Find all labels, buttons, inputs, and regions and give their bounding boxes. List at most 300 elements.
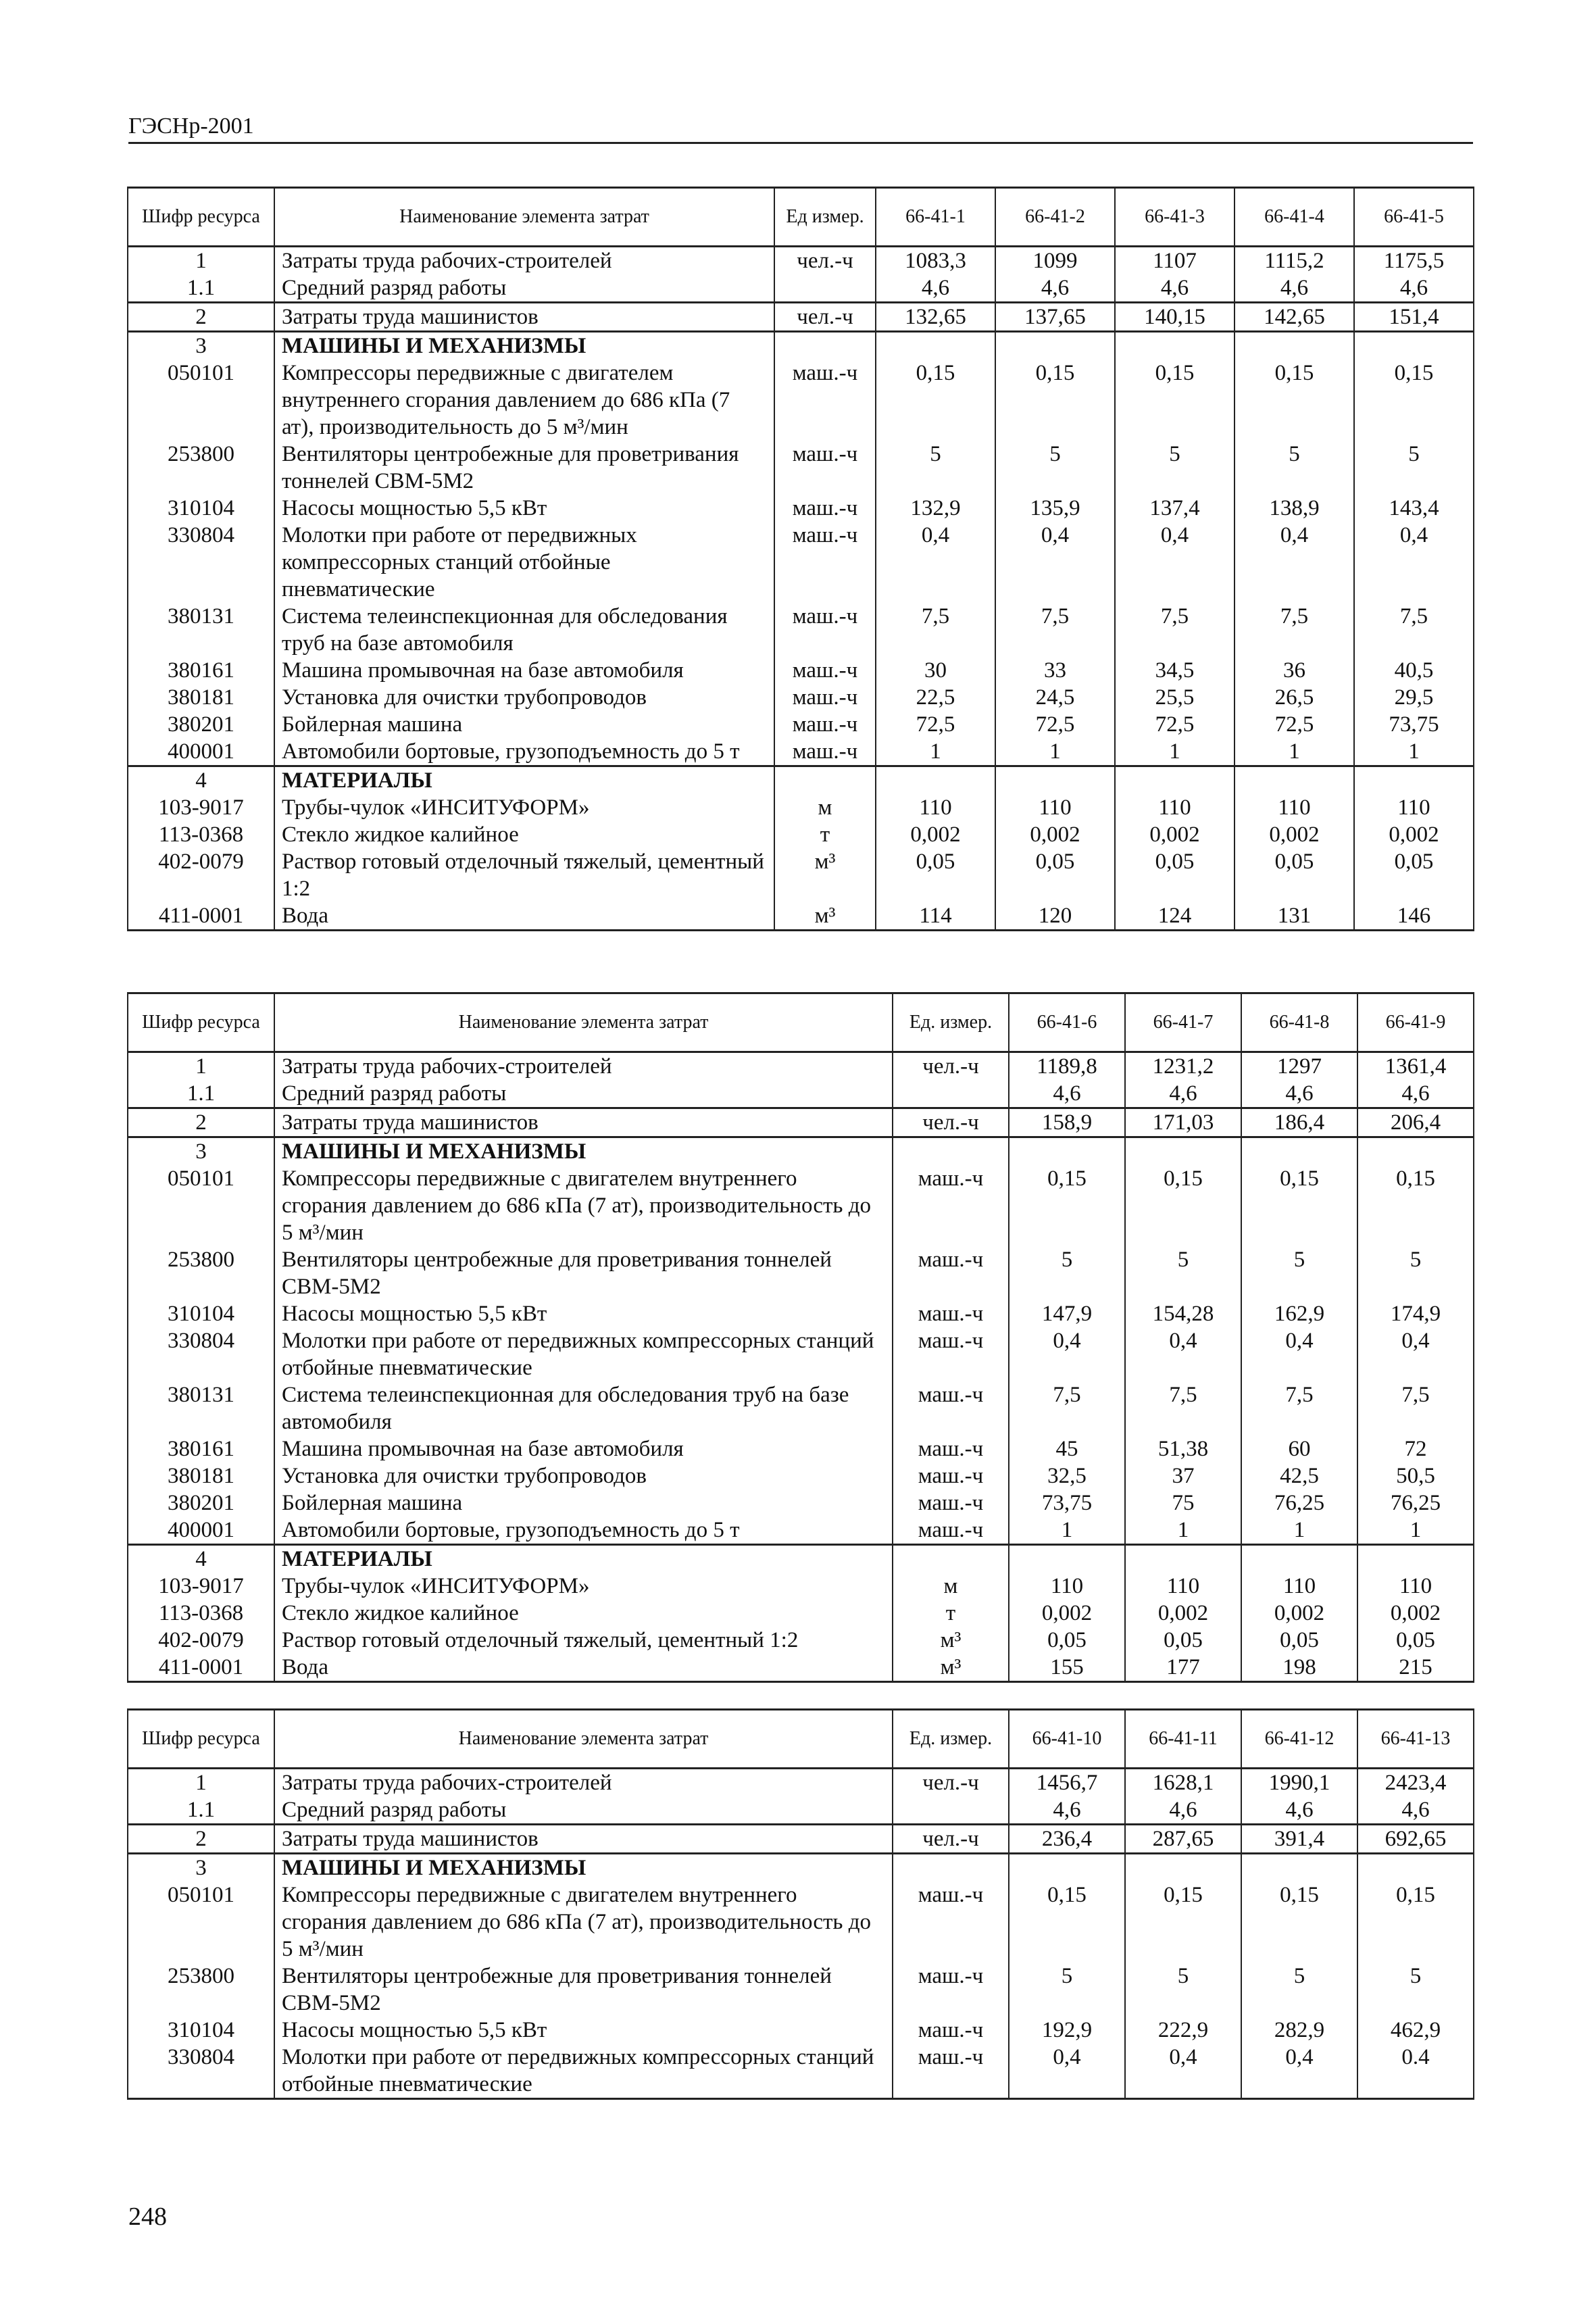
unit-cell: маш.-ч bbox=[774, 360, 876, 441]
value-cell: 1115,2 bbox=[1235, 247, 1354, 275]
value-cell: 0,002 bbox=[1115, 821, 1235, 848]
value-cell: 75 bbox=[1125, 1490, 1241, 1517]
resource-code: 380131 bbox=[128, 603, 274, 657]
resource-code: 402-0079 bbox=[128, 1627, 274, 1654]
table-row bbox=[128, 522, 1474, 603]
value-cell: 0,002 bbox=[1235, 821, 1354, 848]
value-cell: 5 bbox=[1009, 1963, 1125, 2017]
unit-cell: маш.-ч bbox=[774, 657, 876, 684]
table-row bbox=[128, 711, 1474, 738]
unit-cell bbox=[893, 1137, 1009, 1166]
value-cell: 147,9 bbox=[1009, 1300, 1125, 1327]
table-row bbox=[128, 1881, 1474, 1963]
table-row bbox=[128, 1545, 1474, 1573]
value-cell: 0,4 bbox=[1125, 2044, 1241, 2099]
value-cell: 5 bbox=[1235, 441, 1354, 495]
value-cell: 0,15 bbox=[1125, 1881, 1241, 1963]
column-header: 66-41-1 bbox=[876, 188, 995, 247]
unit-cell bbox=[774, 274, 876, 303]
table-row bbox=[128, 495, 1474, 522]
table-row bbox=[128, 441, 1474, 495]
cost-element-name: МАТЕРИАЛЫ bbox=[274, 766, 774, 795]
value-cell bbox=[1235, 766, 1354, 795]
cost-element-name: Вентиляторы центробежные для проветривания тоннелей СВМ-5М2 bbox=[274, 1246, 893, 1300]
value-cell: 110 bbox=[1357, 1573, 1474, 1600]
unit-cell: м³ bbox=[774, 902, 876, 931]
cost-element-name: Насосы мощностью 5,5 кВт bbox=[274, 1300, 893, 1327]
value-cell: 0,002 bbox=[1241, 1600, 1357, 1627]
resource-code: 103-9017 bbox=[128, 1573, 274, 1600]
value-cell: 32,5 bbox=[1009, 1462, 1125, 1490]
value-cell: 24,5 bbox=[995, 684, 1115, 711]
value-cell bbox=[1357, 1854, 1474, 1882]
value-cell: 1297 bbox=[1241, 1052, 1357, 1081]
cost-element-name: Компрессоры передвижные с двигателем внутреннего сгорания давлением до 686 кПа (7 ат), производительность до 5 м³/мин bbox=[274, 1165, 893, 1246]
value-cell: 120 bbox=[995, 902, 1115, 931]
value-cell: 110 bbox=[1241, 1573, 1357, 1600]
value-cell bbox=[1354, 332, 1474, 360]
value-cell: 72 bbox=[1357, 1435, 1474, 1462]
value-cell: 222,9 bbox=[1125, 2017, 1241, 2044]
value-cell: 1 bbox=[1115, 738, 1235, 766]
value-cell: 135,9 bbox=[995, 495, 1115, 522]
column-header: 66-41-3 bbox=[1115, 188, 1235, 247]
name-header: Наименование элемента затрат bbox=[274, 993, 893, 1052]
resource-code: 050101 bbox=[128, 1881, 274, 1963]
cost-element-name: МАШИНЫ И МЕХАНИЗМЫ bbox=[274, 1854, 893, 1882]
table-row bbox=[128, 738, 1474, 766]
value-cell: 0,4 bbox=[1009, 1327, 1125, 1381]
table-row bbox=[128, 360, 1474, 441]
unit-cell: т bbox=[893, 1600, 1009, 1627]
unit-header: Ед. измер. bbox=[893, 993, 1009, 1052]
resource-code: 3 bbox=[128, 1854, 274, 1882]
value-cell: 154,28 bbox=[1125, 1300, 1241, 1327]
table-row bbox=[128, 1796, 1474, 1825]
value-cell: 7,5 bbox=[1357, 1381, 1474, 1435]
table-row bbox=[128, 902, 1474, 931]
value-cell: 137,65 bbox=[995, 303, 1115, 332]
cost-element-name: Раствор готовый отделочный тяжелый, цементный 1:2 bbox=[274, 1627, 893, 1654]
unit-cell: маш.-ч bbox=[893, 1435, 1009, 1462]
table-row bbox=[128, 766, 1474, 795]
resource-code: 1.1 bbox=[128, 1796, 274, 1825]
value-cell: 0,05 bbox=[1357, 1627, 1474, 1654]
value-cell: 110 bbox=[1125, 1573, 1241, 1600]
cost-element-name: Молотки при работе от передвижных компрессорных станций отбойные пневматические bbox=[274, 2044, 893, 2099]
value-cell bbox=[1241, 1854, 1357, 1882]
unit-cell: чел.-ч bbox=[774, 303, 876, 332]
value-cell: 192,9 bbox=[1009, 2017, 1125, 2044]
resource-code: 2 bbox=[128, 1825, 274, 1854]
code-header: Шифр ресурса bbox=[128, 188, 274, 247]
value-cell: 132,9 bbox=[876, 495, 995, 522]
value-cell: 29,5 bbox=[1354, 684, 1474, 711]
resource-code: 310104 bbox=[128, 1300, 274, 1327]
cost-element-name: Система телеинспекционная для обследования труб на базе автомобиля bbox=[274, 1381, 893, 1435]
cost-element-name: Затраты труда рабочих-строителей bbox=[274, 1769, 893, 1797]
value-cell bbox=[995, 332, 1115, 360]
table-row bbox=[128, 657, 1474, 684]
cost-element-name: Затраты труда машинистов bbox=[274, 1825, 893, 1854]
unit-cell: чел.-ч bbox=[774, 247, 876, 275]
resource-code: 380161 bbox=[128, 657, 274, 684]
document-header bbox=[128, 114, 1473, 144]
resource-code: 050101 bbox=[128, 360, 274, 441]
value-cell bbox=[1115, 766, 1235, 795]
table-row bbox=[128, 332, 1474, 360]
value-cell: 171,03 bbox=[1125, 1108, 1241, 1137]
document-title: ГЭСНр-2001 bbox=[128, 114, 254, 139]
resource-code: 253800 bbox=[128, 1246, 274, 1300]
value-cell: 143,4 bbox=[1354, 495, 1474, 522]
value-cell: 7,5 bbox=[1009, 1381, 1125, 1435]
value-cell: 131 bbox=[1235, 902, 1354, 931]
resource-code: 411-0001 bbox=[128, 902, 274, 931]
value-cell bbox=[1009, 1854, 1125, 1882]
value-cell: 0,15 bbox=[1009, 1165, 1125, 1246]
cost-element-name: Затраты труда рабочих-строителей bbox=[274, 247, 774, 275]
resource-code: 3 bbox=[128, 332, 274, 360]
value-cell: 0,05 bbox=[1125, 1627, 1241, 1654]
cost-element-name: Стекло жидкое калийное bbox=[274, 821, 774, 848]
value-cell: 0,15 bbox=[1357, 1165, 1474, 1246]
value-cell bbox=[876, 766, 995, 795]
resource-code: 4 bbox=[128, 766, 274, 795]
value-cell: 42,5 bbox=[1241, 1462, 1357, 1490]
value-cell: 5 bbox=[995, 441, 1115, 495]
value-cell: 0,15 bbox=[1354, 360, 1474, 441]
cost-element-name: Машина промывочная на базе автомобиля bbox=[274, 1435, 893, 1462]
value-cell: 215 bbox=[1357, 1654, 1474, 1682]
value-cell: 110 bbox=[1235, 794, 1354, 821]
name-header: Наименование элемента затрат bbox=[274, 1710, 893, 1769]
value-cell: 1456,7 bbox=[1009, 1769, 1125, 1797]
value-cell: 0,15 bbox=[1241, 1881, 1357, 1963]
value-cell: 7,5 bbox=[995, 603, 1115, 657]
table-row bbox=[128, 684, 1474, 711]
value-cell: 0,05 bbox=[1009, 1627, 1125, 1654]
value-cell: 0,05 bbox=[1235, 848, 1354, 902]
value-cell: 0,002 bbox=[876, 821, 995, 848]
value-cell: 124 bbox=[1115, 902, 1235, 931]
value-cell: 0,05 bbox=[995, 848, 1115, 902]
unit-cell: м³ bbox=[774, 848, 876, 902]
value-cell: 5 bbox=[1354, 441, 1474, 495]
value-cell: 140,15 bbox=[1115, 303, 1235, 332]
value-cell: 462,9 bbox=[1357, 2017, 1474, 2044]
value-cell: 51,38 bbox=[1125, 1435, 1241, 1462]
norms-table-1 bbox=[127, 187, 1474, 931]
resource-code: 1 bbox=[128, 1052, 274, 1081]
value-cell: 37 bbox=[1125, 1462, 1241, 1490]
resource-code: 1 bbox=[128, 1769, 274, 1797]
resource-code: 330804 bbox=[128, 1327, 274, 1381]
unit-cell: маш.-ч bbox=[893, 1490, 1009, 1517]
table-row bbox=[128, 1825, 1474, 1854]
value-cell: 0,15 bbox=[1115, 360, 1235, 441]
cost-element-name: Система телеинспекционная для обследования труб на базе автомобиля bbox=[274, 603, 774, 657]
value-cell: 34,5 bbox=[1115, 657, 1235, 684]
value-cell: 0,05 bbox=[1354, 848, 1474, 902]
value-cell bbox=[1115, 332, 1235, 360]
value-cell: 110 bbox=[876, 794, 995, 821]
value-cell: 0,4 bbox=[1354, 522, 1474, 603]
cost-element-name: Молотки при работе от передвижных компрессорных станций отбойные пневматические bbox=[274, 1327, 893, 1381]
table-header-row bbox=[128, 993, 1474, 1052]
table-row bbox=[128, 1600, 1474, 1627]
column-header: 66-41-7 bbox=[1125, 993, 1241, 1052]
value-cell: 114 bbox=[876, 902, 995, 931]
value-cell: 76,25 bbox=[1241, 1490, 1357, 1517]
cost-element-name: Компрессоры передвижные с двигателем внутреннего сгорания давлением до 686 кПа (7 ат), производительность до 5 м³/мин bbox=[274, 1881, 893, 1963]
resource-code: 253800 bbox=[128, 1963, 274, 2017]
column-header: 66-41-9 bbox=[1357, 993, 1474, 1052]
table-row bbox=[128, 1462, 1474, 1490]
table-row bbox=[128, 247, 1474, 275]
value-cell: 0,15 bbox=[1125, 1165, 1241, 1246]
resource-code: 380181 bbox=[128, 684, 274, 711]
value-cell bbox=[1241, 1137, 1357, 1166]
value-cell bbox=[1241, 1545, 1357, 1573]
unit-cell: маш.-ч bbox=[893, 1246, 1009, 1300]
unit-cell: чел.-ч bbox=[893, 1825, 1009, 1854]
value-cell: 4,6 bbox=[1125, 1080, 1241, 1108]
value-cell: 162,9 bbox=[1241, 1300, 1357, 1327]
unit-cell bbox=[893, 1796, 1009, 1825]
value-cell: 0,4 bbox=[1241, 2044, 1357, 2099]
value-cell: 5 bbox=[1241, 1963, 1357, 2017]
cost-element-name: Установка для очистки трубопроводов bbox=[274, 684, 774, 711]
value-cell bbox=[1125, 1137, 1241, 1166]
value-cell: 45 bbox=[1009, 1435, 1125, 1462]
cost-element-name: МАТЕРИАЛЫ bbox=[274, 1545, 893, 1573]
value-cell: 0,15 bbox=[1009, 1881, 1125, 1963]
table-row bbox=[128, 1627, 1474, 1654]
resource-code: 310104 bbox=[128, 495, 274, 522]
value-cell: 7,5 bbox=[1115, 603, 1235, 657]
cost-element-name: Компрессоры передвижные с двигателем внутреннего сгорания давлением до 686 кПа (7 ат), производительность до 5 м³/мин bbox=[274, 360, 774, 441]
unit-header: Ед. измер. bbox=[893, 1710, 1009, 1769]
resource-code: 4 bbox=[128, 1545, 274, 1573]
value-cell: 137,4 bbox=[1115, 495, 1235, 522]
value-cell: 33 bbox=[995, 657, 1115, 684]
value-cell bbox=[995, 766, 1115, 795]
table-row bbox=[128, 1300, 1474, 1327]
value-cell: 1099 bbox=[995, 247, 1115, 275]
name-header: Наименование элемента затрат bbox=[274, 188, 774, 247]
unit-cell: маш.-ч bbox=[893, 1462, 1009, 1490]
value-cell: 5 bbox=[1125, 1246, 1241, 1300]
value-cell: 0,15 bbox=[876, 360, 995, 441]
value-cell: 0,4 bbox=[1235, 522, 1354, 603]
unit-cell: чел.-ч bbox=[893, 1052, 1009, 1081]
value-cell: 5 bbox=[1115, 441, 1235, 495]
value-cell: 5 bbox=[876, 441, 995, 495]
value-cell: 72,5 bbox=[1115, 711, 1235, 738]
value-cell: 198 bbox=[1241, 1654, 1357, 1682]
value-cell bbox=[876, 332, 995, 360]
unit-cell bbox=[774, 766, 876, 795]
value-cell: 72,5 bbox=[1235, 711, 1354, 738]
value-cell: 0,002 bbox=[1354, 821, 1474, 848]
value-cell bbox=[1357, 1545, 1474, 1573]
value-cell: 72,5 bbox=[995, 711, 1115, 738]
value-cell bbox=[1009, 1137, 1125, 1166]
value-cell: 174,9 bbox=[1357, 1300, 1474, 1327]
table-row bbox=[128, 274, 1474, 303]
table-row bbox=[128, 1963, 1474, 2017]
value-cell: 2423,4 bbox=[1357, 1769, 1474, 1797]
unit-cell: маш.-ч bbox=[893, 2017, 1009, 2044]
resource-code: 402-0079 bbox=[128, 848, 274, 902]
value-cell: 4,6 bbox=[1357, 1080, 1474, 1108]
resource-code: 380131 bbox=[128, 1381, 274, 1435]
value-cell: 5 bbox=[1357, 1963, 1474, 2017]
value-cell: 0,05 bbox=[876, 848, 995, 902]
value-cell: 76,25 bbox=[1357, 1490, 1474, 1517]
cost-element-name: Раствор готовый отделочный тяжелый, цементный 1:2 bbox=[274, 848, 774, 902]
value-cell: 0,002 bbox=[1357, 1600, 1474, 1627]
table-row bbox=[128, 1381, 1474, 1435]
resource-code: 380201 bbox=[128, 1490, 274, 1517]
unit-cell: маш.-ч bbox=[893, 1517, 1009, 1545]
value-cell: 155 bbox=[1009, 1654, 1125, 1682]
value-cell: 7,5 bbox=[876, 603, 995, 657]
value-cell: 4,6 bbox=[1241, 1796, 1357, 1825]
value-cell: 132,65 bbox=[876, 303, 995, 332]
resource-code: 1 bbox=[128, 247, 274, 275]
value-cell: 7,5 bbox=[1354, 603, 1474, 657]
cost-element-name: Трубы-чулок «ИНСИТУФОРМ» bbox=[274, 1573, 893, 1600]
value-cell: 282,9 bbox=[1241, 2017, 1357, 2044]
unit-cell: м³ bbox=[893, 1654, 1009, 1682]
value-cell bbox=[1354, 766, 1474, 795]
table-header-row bbox=[128, 188, 1474, 247]
table-row bbox=[128, 1435, 1474, 1462]
table-row bbox=[128, 1654, 1474, 1682]
value-cell: 1083,3 bbox=[876, 247, 995, 275]
value-cell: 0.4 bbox=[1357, 2044, 1474, 2099]
value-cell: 26,5 bbox=[1235, 684, 1354, 711]
value-cell: 7,5 bbox=[1235, 603, 1354, 657]
value-cell: 4,6 bbox=[1009, 1796, 1125, 1825]
unit-cell: чел.-ч bbox=[893, 1108, 1009, 1137]
table-row bbox=[128, 1080, 1474, 1108]
table-row bbox=[128, 1246, 1474, 1300]
table-row bbox=[128, 2044, 1474, 2099]
table-row bbox=[128, 1490, 1474, 1517]
cost-element-name: Автомобили бортовые, грузоподъемность до 5 т bbox=[274, 738, 774, 766]
unit-cell: маш.-ч bbox=[774, 522, 876, 603]
unit-cell: м³ bbox=[893, 1627, 1009, 1654]
resource-code: 113-0368 bbox=[128, 1600, 274, 1627]
norms-table-2 bbox=[127, 992, 1474, 1683]
cost-element-name: МАШИНЫ И МЕХАНИЗМЫ bbox=[274, 332, 774, 360]
cost-element-name: Молотки при работе от передвижных компрессорных станций отбойные пневматические bbox=[274, 522, 774, 603]
code-header: Шифр ресурса bbox=[128, 1710, 274, 1769]
value-cell: 0,05 bbox=[1115, 848, 1235, 902]
cost-element-name: Вентиляторы центробежные для проветривания тоннелей СВМ-5М2 bbox=[274, 441, 774, 495]
norms-table-3 bbox=[127, 1708, 1474, 2100]
cost-element-name: Средний разряд работы bbox=[274, 1796, 893, 1825]
value-cell: 4,6 bbox=[1235, 274, 1354, 303]
value-cell: 1 bbox=[1241, 1517, 1357, 1545]
unit-cell: маш.-ч bbox=[774, 738, 876, 766]
unit-cell: маш.-ч bbox=[893, 1963, 1009, 2017]
table-row bbox=[128, 1517, 1474, 1545]
cost-element-name: Насосы мощностью 5,5 кВт bbox=[274, 2017, 893, 2044]
unit-cell: маш.-ч bbox=[774, 603, 876, 657]
cost-element-name: Установка для очистки трубопроводов bbox=[274, 1462, 893, 1490]
value-cell bbox=[1125, 1854, 1241, 1882]
unit-cell: маш.-ч bbox=[774, 441, 876, 495]
value-cell bbox=[1125, 1545, 1241, 1573]
unit-cell: маш.-ч bbox=[893, 1327, 1009, 1381]
value-cell: 0,4 bbox=[1115, 522, 1235, 603]
value-cell: 110 bbox=[1009, 1573, 1125, 1600]
value-cell: 1231,2 bbox=[1125, 1052, 1241, 1081]
value-cell: 4,6 bbox=[995, 274, 1115, 303]
value-cell: 0,15 bbox=[995, 360, 1115, 441]
value-cell: 391,4 bbox=[1241, 1825, 1357, 1854]
column-header: 66-41-10 bbox=[1009, 1710, 1125, 1769]
unit-cell: маш.-ч bbox=[893, 1881, 1009, 1963]
table-row bbox=[128, 1052, 1474, 1081]
cost-element-name: Затраты труда рабочих-строителей bbox=[274, 1052, 893, 1081]
value-cell: 0,4 bbox=[1009, 2044, 1125, 2099]
table-row bbox=[128, 603, 1474, 657]
column-header: 66-41-2 bbox=[995, 188, 1115, 247]
value-cell: 186,4 bbox=[1241, 1108, 1357, 1137]
value-cell: 1 bbox=[995, 738, 1115, 766]
table-row bbox=[128, 1854, 1474, 1882]
value-cell: 4,6 bbox=[1125, 1796, 1241, 1825]
resource-code: 411-0001 bbox=[128, 1654, 274, 1682]
table-row bbox=[128, 1137, 1474, 1166]
value-cell: 1189,8 bbox=[1009, 1052, 1125, 1081]
value-cell: 1 bbox=[1235, 738, 1354, 766]
value-cell: 1990,1 bbox=[1241, 1769, 1357, 1797]
resource-code: 380181 bbox=[128, 1462, 274, 1490]
resource-code: 253800 bbox=[128, 441, 274, 495]
resource-code: 310104 bbox=[128, 2017, 274, 2044]
unit-cell: маш.-ч bbox=[893, 1165, 1009, 1246]
resource-code: 050101 bbox=[128, 1165, 274, 1246]
value-cell: 110 bbox=[1115, 794, 1235, 821]
value-cell: 7,5 bbox=[1241, 1381, 1357, 1435]
resource-code: 330804 bbox=[128, 2044, 274, 2099]
cost-element-name: Трубы-чулок «ИНСИТУФОРМ» bbox=[274, 794, 774, 821]
unit-cell: маш.-ч bbox=[774, 711, 876, 738]
value-cell: 4,6 bbox=[1241, 1080, 1357, 1108]
value-cell: 5 bbox=[1125, 1963, 1241, 2017]
value-cell: 25,5 bbox=[1115, 684, 1235, 711]
value-cell: 0,4 bbox=[1357, 1327, 1474, 1381]
cost-element-name: Бойлерная машина bbox=[274, 711, 774, 738]
column-header: 66-41-12 bbox=[1241, 1710, 1357, 1769]
cost-element-name: Насосы мощностью 5,5 кВт bbox=[274, 495, 774, 522]
table-row bbox=[128, 303, 1474, 332]
value-cell: 5 bbox=[1357, 1246, 1474, 1300]
resource-code: 113-0368 bbox=[128, 821, 274, 848]
value-cell: 0,15 bbox=[1357, 1881, 1474, 1963]
cost-element-name: Вода bbox=[274, 902, 774, 931]
cost-element-name: Вода bbox=[274, 1654, 893, 1682]
value-cell: 72,5 bbox=[876, 711, 995, 738]
table-row bbox=[128, 1165, 1474, 1246]
value-cell: 158,9 bbox=[1009, 1108, 1125, 1137]
